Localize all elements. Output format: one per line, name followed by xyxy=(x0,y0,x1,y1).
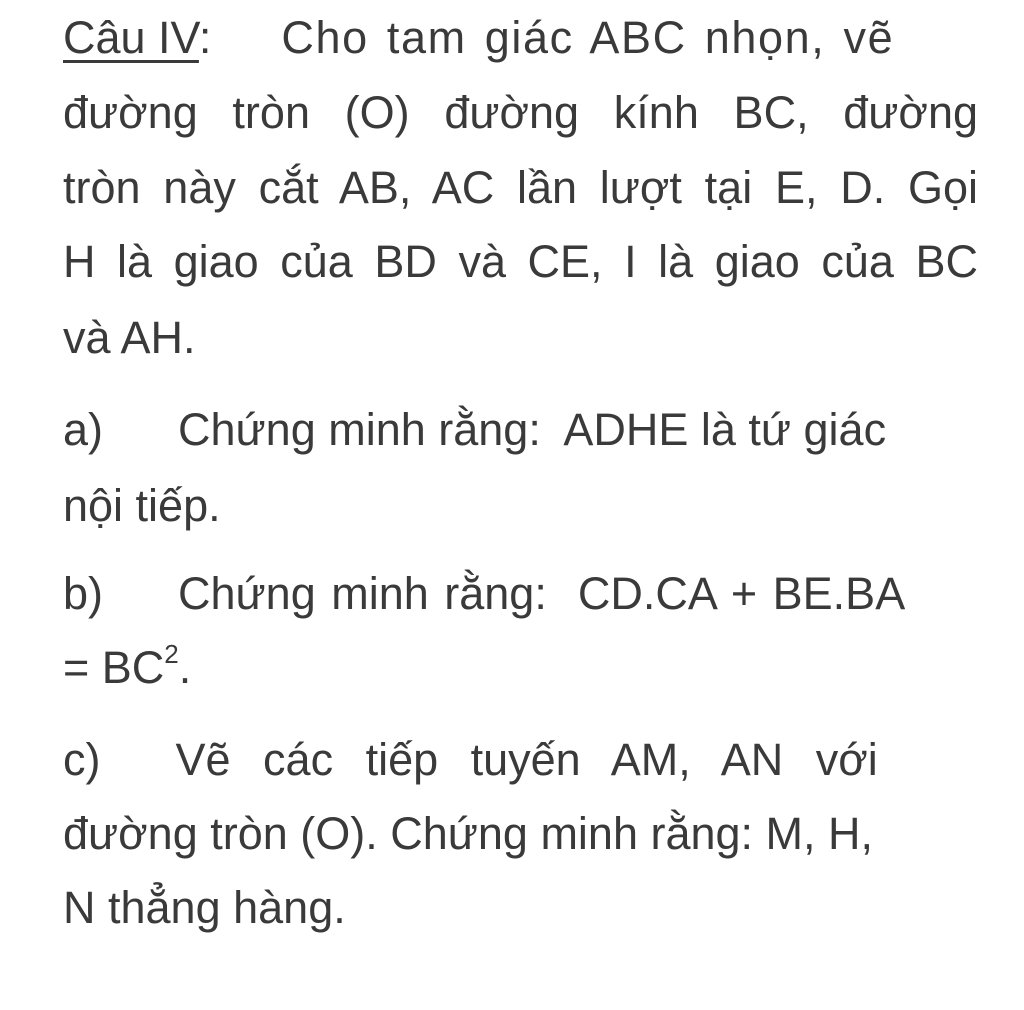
part-c-label: c) xyxy=(63,734,101,785)
statement-line-3: tròn này cắt AB, AC lần lượt tại E, D. Gọi xyxy=(63,162,978,213)
part-a-label: a) xyxy=(63,404,104,455)
part-c-line-1 xyxy=(63,732,978,788)
statement-line-5: và AH. xyxy=(63,312,196,363)
part-b-period: . xyxy=(178,642,192,693)
problem-heading: Câu IV xyxy=(63,12,199,63)
part-c-text-1: Vẽ các tiếp tuyến AM, AN với xyxy=(175,734,878,785)
part-a-line-1 xyxy=(63,402,978,458)
heading-colon: : xyxy=(198,12,212,63)
part-b-line-2 xyxy=(63,640,978,696)
part-b-exponent: 2 xyxy=(164,639,179,669)
part-a-line-2: nội tiếp. xyxy=(63,480,221,531)
part-c-line-2: đường tròn (O). Chứng minh rằng: M, H, xyxy=(63,808,874,859)
part-c-line-3: N thẳng hàng. xyxy=(63,882,346,933)
part-b-line-1 xyxy=(63,566,978,622)
statement-line-2: đường tròn (O) đường kính BC, đường xyxy=(63,87,978,138)
problem-title-line xyxy=(63,10,978,66)
part-b-text-2: = BC xyxy=(63,642,165,693)
part-a-text-1: Chứng minh rằng: ADHE là tứ giác xyxy=(178,404,887,455)
statement-line-1: Cho tam giác ABC nhọn, vẽ xyxy=(281,12,895,63)
part-b-label: b) xyxy=(63,568,104,619)
part-b-text-1: Chứng minh rằng: CD.CA + BE.BA xyxy=(178,568,906,619)
statement-line-4: H là giao của BD và CE, I là giao của BC xyxy=(63,236,978,287)
